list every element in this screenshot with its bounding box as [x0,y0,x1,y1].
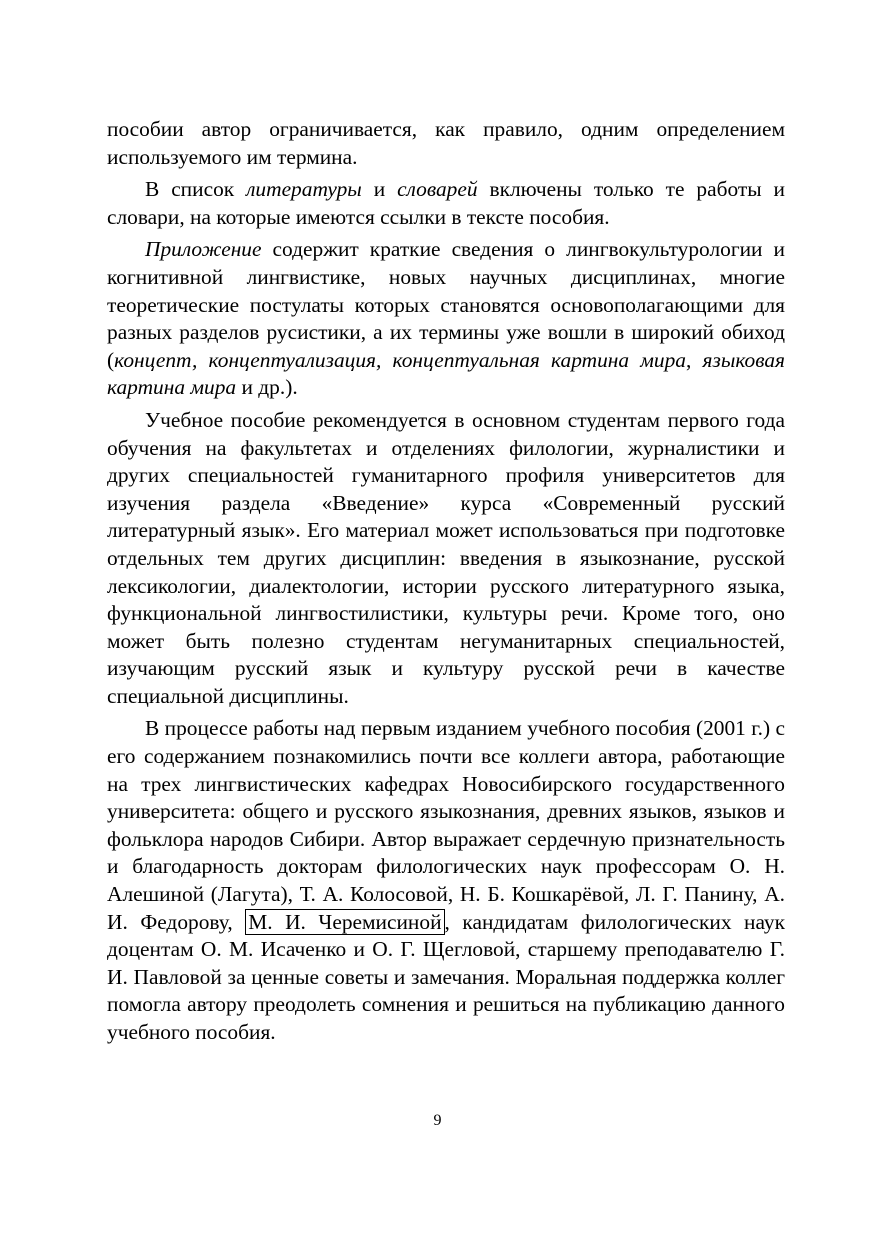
paragraph-3-text-c: и др.). [236,375,298,400]
paragraph-4-text: Учебное пособие рекомендуется в основном студентам первого года обучения на факультетах и отделениях филологии, журналистики и других специальностей гуманитарного профиля университетов для изучения раздела «Введение» курса «Современный русский литературный язык». Его материал может использоваться при подготовке отдельных тем других дисциплин: введения в языкознание, русской лексикологии, диалектологии, истории русского литературного языка, функциональной лингвостилистики, культуры речи. Кроме того, оно может быть полезно студентам негуманитарных специальностей, изучающим русский язык и культуру русской речи в качестве специальной дисциплины. [107,407,785,708]
paragraph-1 [107,116,785,171]
paragraph-5-text-b: , кандидатам филологических наук доцентам О. М. Исаченко и О. Г. Щегловой, старшему преподавателю Г. И. Павловой за ценные советы и замечания. Моральная поддержка коллег помогла автору преодолеть сомнения и решиться на публикацию данного учебного пособия. [107,909,786,1044]
paragraph-2-text-c: включены только те работы и словари, на которые имеются ссылки в тексте пособия. [107,177,785,229]
paragraph-5-text-a: В процессе работы над первым изданием учебного пособия (2001 г.) с его содержанием познакомились почти все коллеги автора, работающие на трех лингвистических кафедрах Новосибирского государственного университета: общего и русского языкознания, древних языков, языков и фольклора народов Сибири. Автор выражает сердечную признательность и благодарность докторам филологических наук профессорам О. Н. Алешиной (Лагута), Т. А. Колосовой, Н. Б. Кошкарёвой, Л. Г. Панину, А. И. Федорову, [107,716,785,934]
paragraph-2-italic-literature: литературы [246,177,362,202]
paragraph-4 [107,407,785,711]
paragraph-3-text-b: , [686,347,703,372]
paragraph-1-text: пособии автор ограничивается, как правило, одним определением используемого им термина. [107,117,785,169]
body-text [107,116,785,1052]
paragraph-3 [107,236,785,402]
paragraph-2-text-b: и [361,177,398,202]
paragraph-3-text-a: содержит краткие сведения о лингвокультурологии и когнитивной лингвистике, новых научных дисциплинах, многие теоретические постулаты которых становятся основополагающими для разных разделов русистики, а их термины уже вошли в широкий обиход ( [107,237,785,372]
paragraph-3-italic-appendix: Приложение [145,237,262,262]
paragraph-2-text-a: В список [145,177,247,202]
paragraph-5 [107,715,785,1046]
paragraph-3-italic-terms: концепт, концептуализация, концептуальная картина мира [114,347,686,372]
page-number: 9 [433,1112,442,1129]
paragraph-3-italic-language-picture: языковая картина мира [107,347,785,400]
boxed-name-cheremisina: М. И. Черемисиной [245,909,444,935]
paragraph-2-italic-dictionaries: словарей [397,177,478,202]
paragraph-2 [107,176,785,231]
